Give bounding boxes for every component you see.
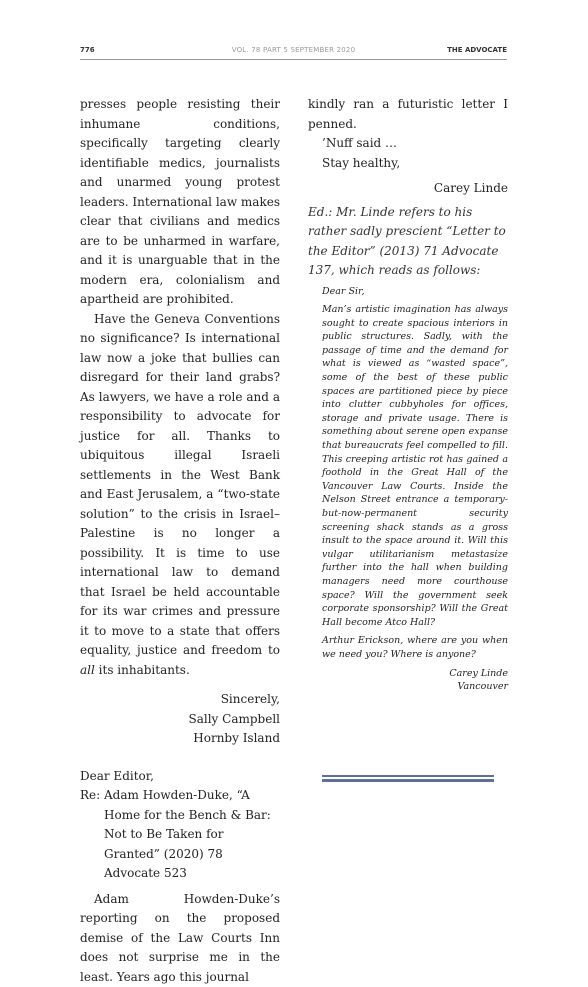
paragraph-geneva: Have the Geneva Conventions no significance? Is international law now a joke that bullies can disregard for their land grabs? As lawyers, we have a role and a responsibility to advocate for justice for all. Thanks to ubiquitous illegal Israeli settlements in the West Bank and East Jerusalem, a “two-state solution” to the crisis in Israel–Palestine is no longer a possibility. It is time to use international law to demand that Israel be held accountable for its war crimes and pressure it to move to a state that offers equality, justice and freedom to all its inhabitants. [80, 310, 280, 681]
signature-block-campbell [80, 690, 280, 749]
line-nuff-said: ’Nuff said … [308, 134, 508, 154]
paragraph-howden-duke: Adam Howden-Duke’s reporting on the proposed demise of the Law Courts Inn does not surprise me in the least. Years ago this journal [80, 890, 280, 987]
quote-salutation: Dear Sir, [322, 285, 508, 299]
quote-sig-place: Vancouver [322, 680, 508, 694]
quote-body: Man’s artistic imagination has always sought to create spacious interiors in public structures. Sadly, with the passage of time and the demand for what is viewed as “wasted space”, some of the best of these public spaces are partitioned piece by piece into clutter cubbyholes for offices, storage and private usage. There is something about serene open expanse that bureaucrats feel compelled to fill. This creeping artistic rot has gained a foothold in the Great Hall of the Vancouver Law Courts. Inside the Nelson Street entrance a temporary-but-now-permanent security screening shack stands as a gross insult to the space around it. Will this vulgar utilitarianism metastasize further into the hall when building managers need more courthouse space? Will the government seek corporate sponsorship? Will the Great Hall become Atco Hall? [322, 303, 508, 629]
quote-closing-line: Arthur Erickson, where are you when we need you? Where is anyone? [322, 634, 508, 661]
sig-place: Hornby Island [80, 729, 280, 749]
decorative-bar-top [322, 775, 494, 777]
volume-info: VOL. 78 PART 5 SEPTEMBER 2020 [80, 46, 507, 54]
editor-note: Ed.: Mr. Linde refers to his rather sadly prescient “Letter to the Editor” (2013) 71 Advocate 137, which reads as follows: [308, 203, 508, 281]
line-stay-healthy: Stay healthy, [308, 154, 508, 174]
salutation: Dear Editor, [80, 767, 280, 787]
re-citation: Adam Howden-Duke, “A Home for the Bench & Bar: Not to Be Taken for Granted” (2020) 78 Advocate 523 [104, 786, 280, 884]
publication-name: THE ADVOCATE [447, 46, 507, 54]
re-label: Re: [80, 786, 104, 884]
quoted-letter [322, 285, 508, 694]
sig-name: Sally Campbell [80, 710, 280, 730]
sig-closing: Sincerely, [80, 690, 280, 710]
quote-sig-name: Carey Linde [322, 667, 508, 681]
re-line [80, 786, 280, 884]
header-rule [80, 59, 507, 60]
right-column [308, 95, 508, 694]
page-number: 776 [80, 46, 95, 54]
paragraph-continued: presses people resisting their inhumane conditions, specifically targeting clearly identifiable medics, journalists and unarmed young protest leaders. International law makes clear that civilians and medics are to be unharmed in warfare, and it is unarguable that in the modern era, colonialism and apartheid are prohibited. [80, 95, 280, 310]
paragraph-penned: kindly ran a futuristic letter I penned. [308, 95, 508, 134]
decorative-bar-bottom [322, 779, 494, 782]
left-column [80, 95, 280, 987]
running-header [80, 46, 507, 60]
emphasis-all: all [80, 663, 95, 677]
signature-linde: Carey Linde [308, 179, 508, 199]
